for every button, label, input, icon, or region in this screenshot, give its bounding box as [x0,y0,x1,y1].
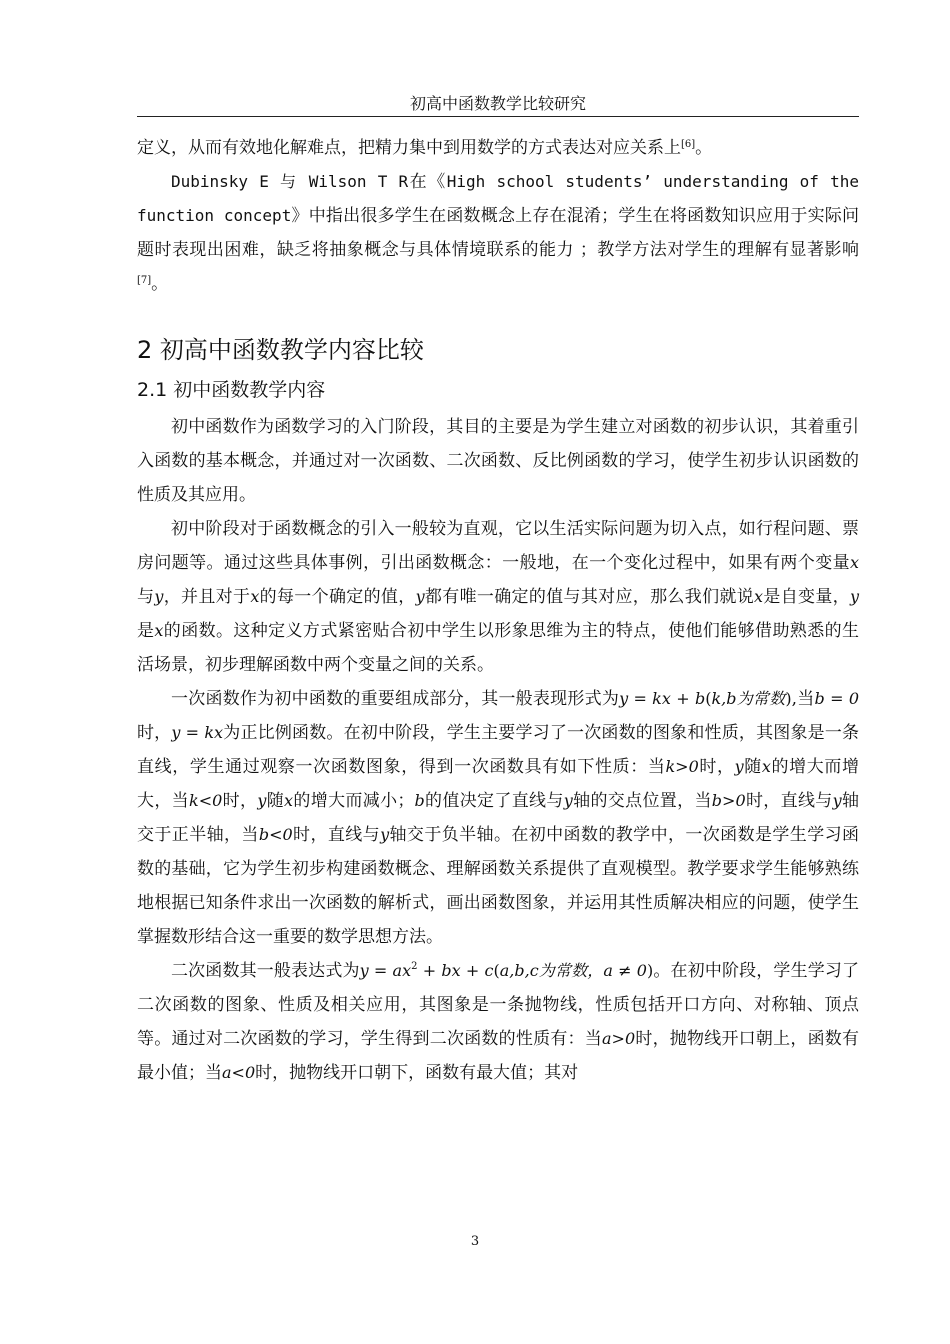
text: 一次函数作为初中函数的重要组成部分，其一般表现形式为 [171,689,620,709]
var-y: y [257,791,267,810]
var-y: y [154,587,164,606]
text: 与 [137,587,155,607]
text: 时，直线与 [745,791,833,811]
paren: ( [493,961,500,980]
subsection-heading-2-1: 2.1 初中函数教学内容 [137,379,326,401]
var-y: y [832,791,842,810]
text: 轴交于正半轴，当 [137,791,860,845]
formula-b-zero: b = 0 [814,689,859,708]
formula-k-positive: k>0 [665,757,699,776]
section-heading-2: 2 初高中函数教学内容比较 [137,336,424,364]
var-b: b [414,791,425,810]
var-y: y [380,825,390,844]
formula-condition: a,b,c为常数， [499,961,604,980]
var-y: y [734,757,744,776]
text: 为正比例函数。在初中阶段，学生主要学习了一次函数的图象和性质，其图象是一条直线，学生通过观察一次函数图象，得到一次函数具有如下性质：当 [137,723,860,777]
citation-6: [6] [681,139,696,150]
text: 时，抛物线开口朝下，函数有最大值；其对 [255,1063,579,1083]
var-x: x [250,587,260,606]
formula-part: + bx + c [417,961,494,980]
text: , [791,689,798,709]
section-2-1-body [137,410,859,1090]
page-number: 3 [470,1234,480,1249]
text: 的增大而增大，当 [137,757,860,811]
text: 轴的交点位置，当 [572,791,712,811]
text: 时，抛物线开口朝上，函数有最小值；当 [137,1029,860,1083]
exponent: 2 [411,961,418,972]
paragraph-4 [137,954,859,1090]
var-x: x [754,587,764,606]
paragraph-dubinsky [137,165,859,301]
text: 时，直线与 [292,825,381,845]
formula-a-positive: a>0 [602,1029,636,1048]
var-y: y [415,587,425,606]
var-x: x [154,621,164,640]
authors: Dubinsky E 与 Wilson T R [171,172,409,191]
text: 。 [695,138,713,158]
text: 的函数。这种定义方式紧密贴合初中学生以形象思维为主的特点，使他们能够借助熟悉的生活场景，初步理解函数中两个变量之间的关系。 [137,621,859,675]
formula-a-negative: a<0 [222,1063,256,1082]
text: 是 [137,621,155,641]
text: 时， [222,791,258,811]
text: 在《 [408,172,447,192]
text: 都有唯一确定的值与其对应，那么我们就说 [424,587,755,607]
text: 定义，从而有效地化解难点，把精力集中到用数学的方式表达对应关系上 [137,138,681,158]
var-x: x [761,757,771,776]
formula-part: y = ax [359,961,412,980]
text: 》中指出很多学生在函数概念上存在混淆；学生在将函数知识应用于实际问题时表现出困难，缺乏将抽象概念与具体情境联系的能力 ；教学方法对学生的理解有显著影响 [137,206,859,260]
formula-b-positive: b>0 [711,791,746,810]
text: 随 [266,791,285,811]
paragraph-2 [137,512,859,682]
paragraph-3 [137,682,859,954]
var-x: x [849,553,859,572]
var-y: y [850,587,860,606]
paragraph-1: 初中函数作为函数学习的入门阶段，其目的主要是为学生建立对函数的初步认识，其着重引入函数的基本概念，并通过对一次函数、二次函数、反比例函数的学习，使学生初步认识函数的性质及其应用。 [137,417,859,505]
var-y: y [563,791,573,810]
text: 轴交于负半轴。在初中函数的教学中，一次函数是学生学习函数的基础，它为学生初步构建函数概念、理解函数关系提供了直观模型。教学要求学生能够熟练地根据已知条件求出一次函数的解析式，画出函数图象，并运用其性质解决相应的问题，使学生掌握数形结合这一重要的数学思想方法。 [137,825,860,947]
text: ，并且对于 [163,587,251,607]
formula-b-negative: b<0 [258,825,293,844]
formula-linear: y = kx + b [619,689,706,708]
paren: ) [785,689,792,708]
text: 的增大而减小； [293,791,415,811]
text: 是自变量， [763,587,850,607]
text: 。 [151,274,169,294]
text: 二次函数其一般表达式为 [171,961,360,981]
text: 时， [137,723,172,743]
formula-a-nonzero: a ≠ 0 [603,961,647,980]
text: 随 [743,757,762,777]
paragraph-continued [137,131,859,165]
cited-title: High school students’ understanding of the function concept [137,172,860,225]
formula-condition: k,b为常数 [711,689,786,708]
formula-quadratic [360,961,494,980]
citation-7: [7] [137,275,152,286]
formula-proportional: y = kx [171,723,224,742]
intro-block [137,131,859,301]
text: 时， [698,757,735,777]
text: 的值决定了直线与 [424,791,564,811]
text: 的每一个确定的值， [259,587,416,607]
text: 初中阶段对于函数概念的引入一般较为直观，它以生活实际问题为切入点，如行程问题、票房问题等。通过这些具体事例，引出函数概念：一般地，在一个变化过程中，如果有两个变量 [137,519,859,573]
formula-k-negative: k<0 [189,791,223,810]
text: 当 [797,689,815,709]
var-x: x [284,791,294,810]
paren: ) [646,961,654,980]
running-header: 初高中函数教学比较研究 [137,92,859,117]
text: 。在初中阶段，学生学习了二次函数的图象、性质及相关应用，其图象是一条抛物线，性质包括开口方向、对称轴、顶点等。通过对二次函数的学习，学生得到二次函数的性质有：当 [137,961,860,1049]
paren: ( [705,689,712,708]
